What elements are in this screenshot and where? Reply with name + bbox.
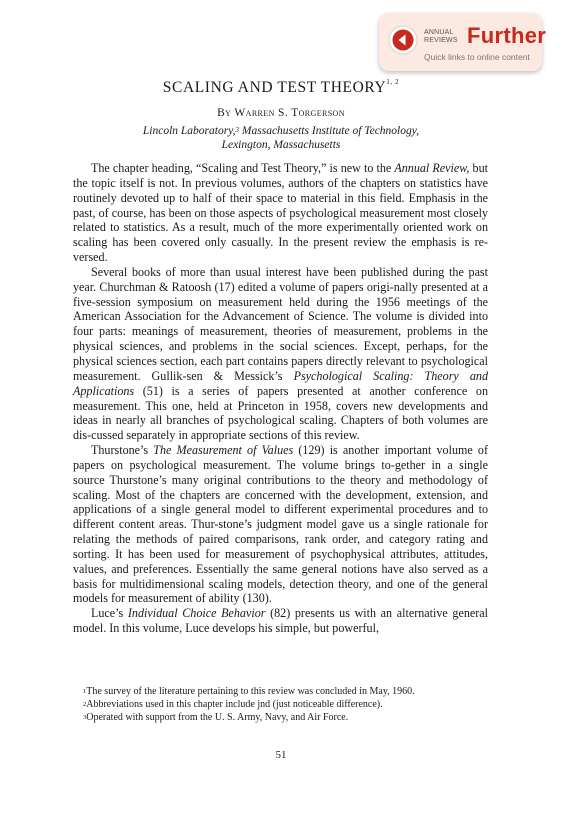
paragraph-3: Thurstone’s The Measurement of Values (129) is another important volume of papers on psychological measurement. The volume brings to-gether in a single source Thurstone’s many original contributions to the theory and methodology of scaling. Most of the chapters are concerned with the development, extension, and applications of a single general model to different experimental procedures and to different content areas. Thur-stone’s judgment model gave us a single rationale for relating the methods of paired comparisons, rank order, and category rating and sorting. It has been used for measurement of psychophysical attributes, attitudes, values, and preferences. Essentially the same general notions have also served as a basis for multidimensional scaling models, detection theory, and one of the general models for measurement of ability (130).	[73, 443, 488, 606]
paragraph-1: The chapter heading, “Scaling and Test Theory,” is new to the Annual Review, but the topic itself is not. In previous volumes, authors of the chapters on statistics have routinely devoted up to half of their space to material in this field. Emphasis in the past, of course, has been on those aspects of psychological measurement most closely related to statistics. As a result, much of the more experimentally oriented work on scaling has been covered only casually. In the present review the emphasis is re-versed.	[73, 161, 488, 265]
annual-reviews-brand: ANNUAL REVIEWS	[424, 29, 458, 44]
footnote-1: $^1$The survey of the literature pertaining to this review was concluded in May, 1960.	[83, 686, 415, 697]
author-byline: By Warren S. Torgerson	[217, 107, 345, 119]
further-label: Further	[467, 23, 547, 48]
footnote-3: $^3$Operated with support from the U. S. Army, Navy, and Air Force.	[83, 712, 349, 723]
banner-tagline: Quick links to online content	[424, 52, 530, 62]
affiliation-footnote-mark: 3	[235, 126, 240, 134]
footnote-2: $^2$Abbreviations used in this chapter include jnd (just noticeable difference).	[83, 699, 383, 710]
page-number: 51	[275, 749, 287, 761]
footnotes	[73, 685, 488, 724]
article-title: SCALING AND TEST THEORY$^{1, 2}$	[162, 78, 400, 96]
play-circle-icon	[388, 25, 418, 55]
author-affiliation: Lincoln Laboratory,$^3$ Massachusetts Institute of Technology, Lexington, Massachusetts	[142, 125, 420, 151]
article-body	[73, 161, 488, 636]
paragraph-4: Luce’s Individual Choice Behavior (82) presents us with an alternative general model. In this volume, Luce develops his simple, but powerful,	[73, 606, 488, 636]
title-footnote-marks: 1, 2	[386, 78, 400, 86]
paragraph-2: Several books of more than usual interest have been published during the past year. Churchman & Ratoosh (17) edited a volume of papers origi-nally presented at a five-session symposium on measurement held during the 1956 meetings of the American Association for the Advancement of Science. The volume is divided into four parts: meanings of measurement, theories of measurement, problems in the physical sciences, and problems in the social sciences. Except, perhaps, for the physical sciences section, each part contains papers directly relevant to psychological measurement. Gullik-sen & Messick’s Psychological Scaling: Theory and Applications (51) is a series of papers presented at another conference on measurement. This one, held at Princeton in 1958, covers new developments and ideas in nearly all branches of psychological scaling. Chapters of both volumes are dis-cussed separately in appropriate sections of this review.	[73, 264, 488, 443]
further-banner-link[interactable]	[379, 13, 547, 71]
